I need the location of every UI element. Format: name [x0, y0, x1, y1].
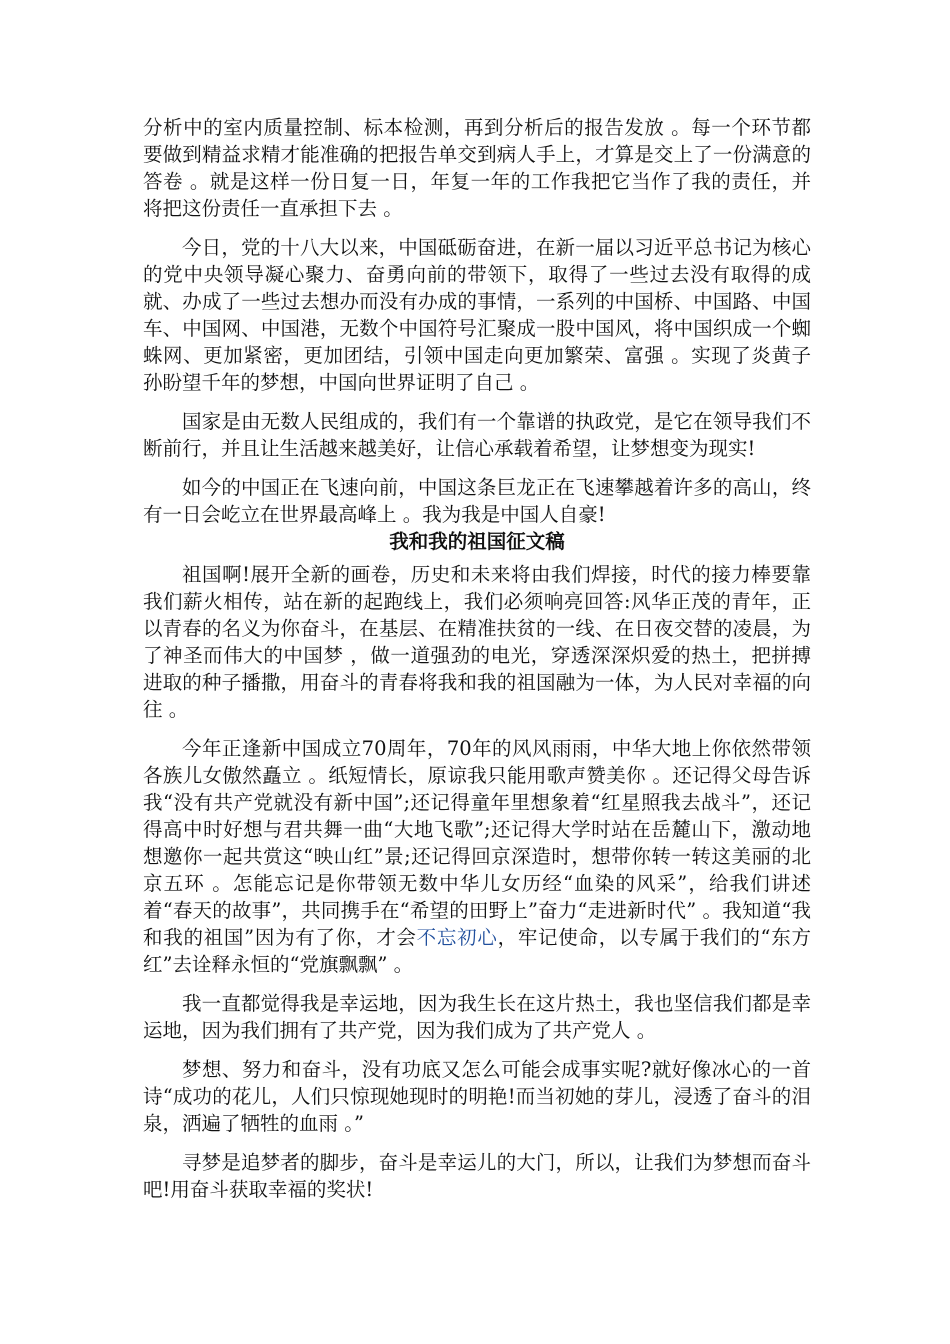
inline-link-buwangchuxin[interactable]: 不忘初心 [416, 926, 498, 949]
intro-paragraph-4: 如今的中国正在飞速向前，中国这条巨龙正在飞速攀越着许多的高山，终有一日会屹立在世界最高峰上 。我为我是中国人自豪! [143, 476, 811, 526]
intro-paragraph-2: 今日，党的十八大以来，中国砥砺奋进，在新一届以习近平总书记为核心的党中央领导凝心聚力、奋勇向前的带领下，取得了一些过去没有取得的成就、办成了一些过去想办而没有办成的事情，一系列的中国桥、中国路、中国车、中国网、中国港，无数个中国符号汇聚成一股中国风，将中国织成一个蜘蛛网、更加紧密，更加团结，引领中国走向更加繁荣、富强 。实现了炎黄子孙盼望千年的梦想，中国向世界证明了自己 。 [143, 236, 811, 394]
body-paragraph-2 [143, 735, 811, 978]
document-page [143, 114, 811, 1215]
body-paragraph-2-text-b: ，牢记使命，以专属于我们的“东方红”去诠释永恒的“党旗飘飘” 。 [143, 926, 811, 976]
body-paragraph-1: 祖国啊!展开全新的画卷，历史和未来将由我们焊接，时代的接力棒要靠我们薪火相传，站在新的起跑线上，我们必须响亮回答:风华正茂的青年，正以青春的名义为你奋斗，在基层、在精准扶贫的一线、在日夜交替的凌晨，为了神圣而伟大的中国梦 ，做一道强劲的电光，穿透深深炽爱的热土，把拼搏进取的种子播撒，用奋斗的青春将我和我的祖国融为一体，为人民对幸福的向往 。 [143, 563, 811, 721]
essay-title: 我和我的祖国征文稿 [389, 530, 565, 553]
body-paragraph-4: 梦想、努力和奋斗，没有功底又怎么可能会成事实呢?就好像冰心的一首诗“成功的花儿，人们只惊现她现时的明艳!而当初她的芽儿，浸透了奋斗的泪泉，洒遍了牺牲的血雨 。” [143, 1058, 811, 1135]
body-paragraph-2-text-a: 今年正逢新中国成立70周年，70年的风风雨雨，中华大地上你依然带领各族儿女傲然矗立 。纸短情长，原谅我只能用歌声赞美你 。还记得父母告诉我“没有共产党就没有新中国”;还记得童年里想象着“红星照我去战斗”，还记得高中时好想与君共舞一曲“大地飞歌”;还记得大学时站在岳麓山下，激动地想邀你一起共赏这“映山红”景;还记得回京深造时，想带你转一转这美丽的北京五环 。怎能忘记是你带领无数中华儿女历经“血染的风采”，给我们讲述着“春天的故事”，共同携手在“希望的田野上”奋力“走进新时代” 。我知道“我和我的祖国”因为有了你，才会 [143, 737, 811, 949]
body-paragraph-5: 寻梦是追梦者的脚步，奋斗是幸运儿的大门，所以，让我们为梦想而奋斗吧!用奋斗获取幸福的奖状! [143, 1151, 811, 1201]
intro-paragraph-3: 国家是由无数人民组成的，我们有一个靠谱的执政党，是它在领导我们不断前行，并且让生活越来越美好，让信心承载着希望，让梦想变为现实! [143, 410, 811, 460]
body-paragraph-3: 我一直都觉得我是幸运地，因为我生长在这片热土，我也坚信我们都是幸运地，因为我们拥有了共产党，因为我们成为了共产党人 。 [143, 992, 811, 1042]
intro-paragraph-1: 分析中的室内质量控制、标本检测，再到分析后的报告发放 。每一个环节都要做到精益求精才能准确的把报告单交到病人手上，才算是交上了一份满意的答卷 。就是这样一份日复一日，年复一年的工作我把它当作了我的责任，并将把这份责任一直承担下去 。 [143, 116, 811, 220]
